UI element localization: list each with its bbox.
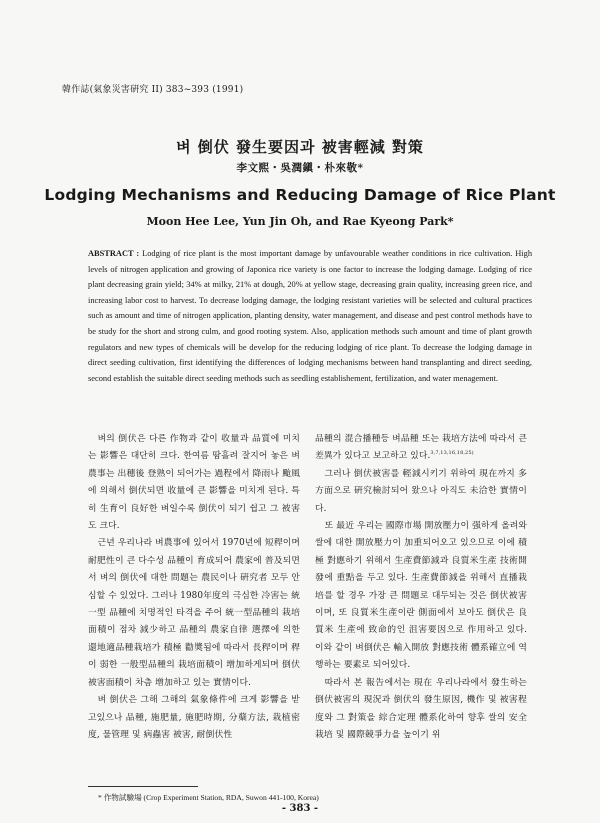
page-number: - 383 - bbox=[281, 803, 319, 814]
footnote-divider bbox=[88, 786, 198, 787]
citation-superscript: 3,7,13,16,18,25) bbox=[430, 450, 474, 457]
body-paragraph: 따라서 본 報告에서는 現在 우리나라에서 發生하는 倒伏被害의 現況과 倒伏의 發生原因, 機作 및 被害程度와 그 對策을 綜合定理 體系化하여 향후 쌀의 安全栽培 및 國際競爭力을 높이기 위 bbox=[315, 677, 527, 740]
body-paragraph: 벼 倒伏은 그해 그해의 氣象條件에 크게 影響을 받고있으나 品種, 施肥量, 施肥時期, 分蘖方法, 栽植密度, 물管理 및 病蟲害 被害, 耐倒伏性 bbox=[88, 695, 300, 740]
body-column-left bbox=[88, 431, 300, 744]
korean-authors: 李文熙・吳潤鎭・朴來敬* bbox=[236, 162, 364, 174]
journal-reference: 韓作誌(氣象災害硏究 II) 383~393 (1991) bbox=[62, 85, 244, 95]
affiliation-footnote: * 作物試驗場 (Crop Experiment Station, RDA, Suwon 441-100, Korea) bbox=[98, 793, 319, 802]
english-authors: Moon Hee Lee, Yun Jin Oh, and Rae Kyeong Park* bbox=[146, 215, 454, 228]
body-paragraph: 그러나 倒伏被害를 輕減시키기 위하여 現在까지 多方面으로 硏究檢討되어 왔으나 아직도 未洽한 實情이다. bbox=[315, 468, 527, 514]
abstract-label: ABSTRACT : bbox=[88, 249, 140, 258]
body-text: 品種의 混合播種등 벼品種 또는 栽培方法에 따라서 큰 差異가 있다고 보고하고 있다. bbox=[315, 434, 527, 462]
body-paragraph: 근년 우리나라 벼農事에 있어서 1970년에 短稈이며 耐肥性이 큰 다수성 品種이 育成되어 農家에 普及되면서 벼의 倒伏에 대한 問題는 農民이나 硏究者 모두 안심할 수 있었다. 그러나 1980年度의 극심한 冷害는 統一型 品種에 치명적인 타격을 주어 統一型品種의 栽培面積이 점차 減少하고 品種의 農家自律 選擇에 의한 還地適品種栽培가 積極 勸奬됨에 따라서 長稈이며 稈이 弱한 一般型品種의 栽培面積이 增加하게되며 倒伏被害面積이 차츰 增加하고 있는 實情이다. bbox=[88, 538, 300, 688]
body-paragraph: 또 最近 우리는 國際市場 開放壓力이 强하게 올려와 쌀에 대한 開放壓力이 加重되어오고 있으므로 이에 積極 對應하기 위해서 生產費節減과 良質米生產 技術開發에 重點을 두고 있다. 生產費節減을 위해서 直播栽培를 할 경우 가장 큰 問題로 대두되는 것은 倒伏被害이며, 또 良質米生產이란 側面에서 보아도 倒伏은 良質米 生產에 致命的인 沮害要因으로 作用하고 있다. 이와 같이 벼倒伏은 輸入開放 對應技術 體系確立에 역행하는 要素로 되어있다. bbox=[315, 521, 527, 671]
body-paragraph: 벼의 倒伏은 다른 作物과 같이 收量과 品質에 미치는 影響은 대단히 크다. 한여름 땀흘려 잘지어 놓은 벼農事는 出穗後 登熟이 되어가는 過程에서 降雨나 颱風에 의해서 倒伏되면 收量에 큰 影響을 미치게 된다. 특히 生育이 良好한 벼일수록 倒伏이 되기 쉽고 그 被害도 크다. bbox=[88, 434, 300, 532]
abstract-text: Lodging of rice plant is the most important damage by unfavourable weather conditions in rice cultivation. High levels of nitrogen application and growing of Japonica rice variety is one factor to increase the lodging damage. Lodging of rice plant decreasing grain yield; 34% at milky, 21% at dough, 20% at yellow stage, decreasing grain quality, increasing green rice, and increasing labor cost to harvest. To decrease lodging damage, the lodging resistant varieties will be selected and cultural practices such as amount and time of nitrogen application, planting density, water management, and disease and pest control methods have to be study for the short and strong culm, and good rooting system. Also, application methods such amount and time of plant growth regulators and new types of chemicals will be develop for the reducing lodging of rice plant. To decrease the lodging damage in direct seeding cultivation, first identifying the differences of lodging mechanisms between hand transplanting and direct seeding, second establish the suitable direct seeding methods such as seedling establishement, fertilization, and water menagement. bbox=[88, 249, 533, 383]
korean-title: 벼 倒伏 發生要因과 被害輕減 對策 bbox=[176, 138, 424, 156]
body-paragraph bbox=[315, 431, 527, 466]
english-title: Lodging Mechanisms and Reducing Damage of Rice Plant bbox=[44, 186, 556, 204]
body-column-right bbox=[315, 431, 527, 744]
abstract bbox=[88, 246, 532, 386]
